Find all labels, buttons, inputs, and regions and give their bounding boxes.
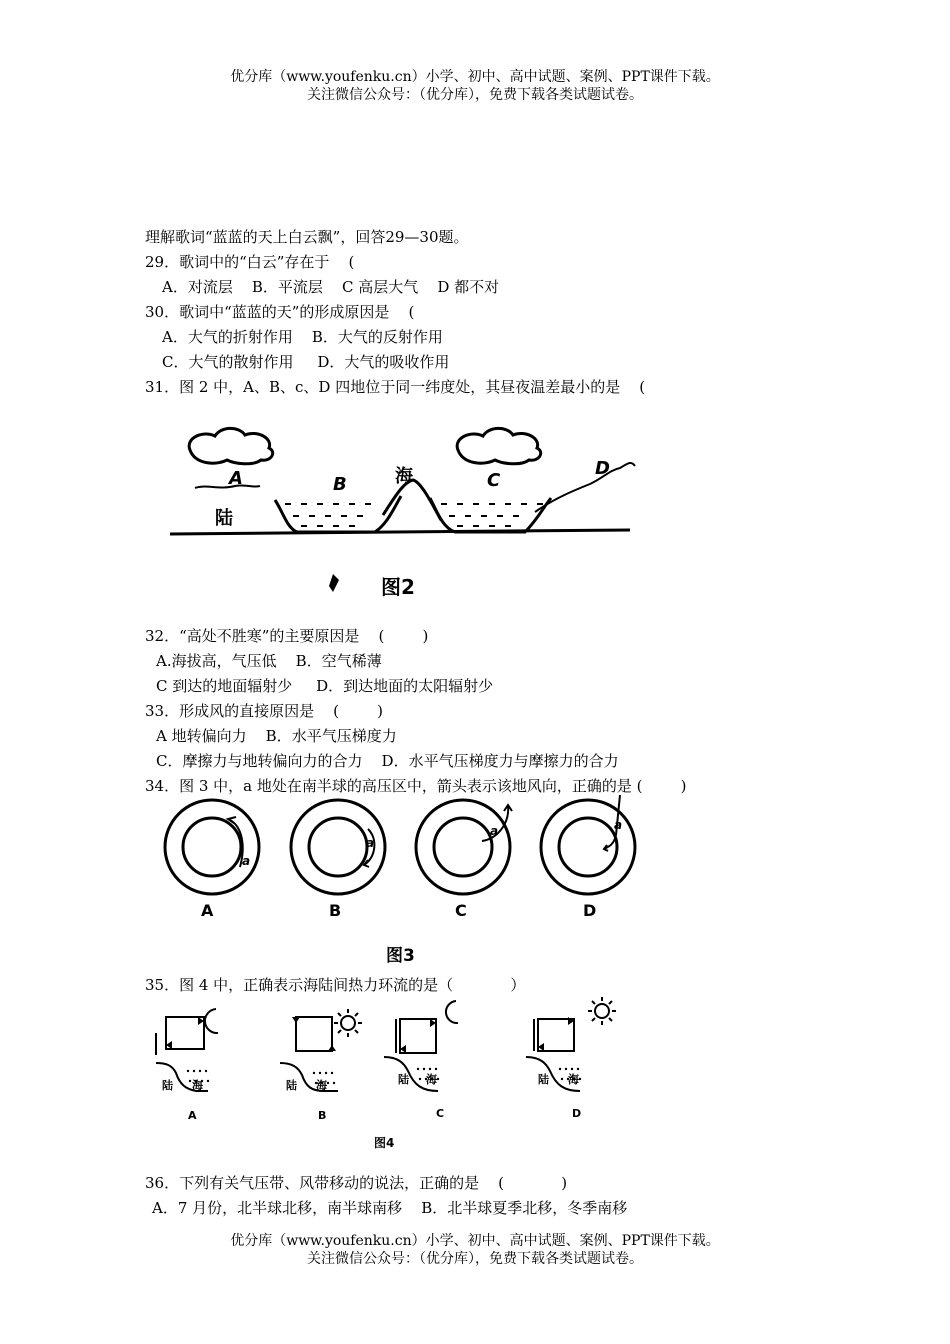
- moon-icon-a: [205, 1009, 218, 1033]
- fig3-label-b: B: [329, 901, 342, 920]
- q30-options-1: A．大气的折射作用 B．大气的反射作用: [162, 328, 443, 346]
- footer-line-1: 优分库（www.youfenku.cn）小学、初中、高中试题、案例、PPT课件下载。: [230, 1233, 720, 1249]
- svg-text:陆: 陆: [538, 1073, 549, 1086]
- fig3-caption: 图3: [386, 946, 415, 966]
- q35-stem: 35．图 4 中，正确表示海陆间热力环流的是（ ）: [145, 976, 526, 994]
- fig4-caption: 图4: [374, 1136, 395, 1150]
- svg-text:a: a: [490, 824, 499, 838]
- q32-options-2: C 到达的地面辐射少 D．到达地面的太阳辐射少: [156, 677, 494, 695]
- figure-3: [150, 795, 650, 970]
- fig4-label-b: B: [318, 1109, 327, 1122]
- q30-stem: 30．歌词中“蓝蓝的天”的形成原因是 (: [145, 303, 415, 321]
- q34-stem: 34．图 3 中，a 地处在南半球的高压区中，箭头表示该地风向，正确的是 ( ): [145, 777, 687, 795]
- q33-stem: 33．形成风的直接原因是 ( ): [145, 702, 384, 720]
- svg-text:海: 海: [316, 1079, 327, 1092]
- moon-icon-c: [446, 1001, 458, 1023]
- svg-text:海: 海: [426, 1073, 437, 1086]
- fig2-caption: 图2: [381, 575, 415, 599]
- q29-stem: 29．歌词中的“白云”存在于 (: [145, 253, 355, 271]
- label-a: A: [229, 468, 243, 489]
- label-b: B: [333, 474, 347, 495]
- label-c: C: [487, 470, 501, 491]
- fig4-label-a: A: [188, 1109, 197, 1122]
- svg-text:陆: 陆: [162, 1079, 173, 1092]
- water-dashes: [285, 504, 543, 526]
- ground-line: [170, 530, 630, 534]
- label-land: 陆: [215, 508, 233, 529]
- fig3-label-d: D: [583, 901, 597, 920]
- header-line-1: 优分库（www.youfenku.cn）小学、初中、高中试题、案例、PPT课件下载。: [230, 69, 720, 85]
- header-line-2: 关注微信公众号：（优分库），免费下载各类试题试卷。: [307, 87, 643, 103]
- q33-options-2: C．摩擦力与地转偏向力的合力 D．水平气压梯度力与摩擦力的合力: [156, 752, 619, 770]
- figure-2: [165, 420, 645, 610]
- footer-line-2: 关注微信公众号：（优分库），免费下载各类试题试卷。: [307, 1251, 643, 1267]
- svg-text:a: a: [614, 818, 623, 832]
- q30-options-2: C．大气的散射作用 D．大气的吸收作用: [162, 353, 450, 371]
- fig4-label-c: C: [436, 1107, 445, 1120]
- figure-4: [148, 995, 628, 1155]
- q31-stem: 31．图 2 中，A、B、c、D 四地位于同一纬度处，其昼夜温差最小的是 (: [145, 378, 646, 396]
- svg-text:陆: 陆: [398, 1073, 409, 1086]
- svg-text:海: 海: [568, 1073, 579, 1086]
- q33-options-1: A 地转偏向力 B．水平气压梯度力: [156, 727, 397, 745]
- fig3-label-c: C: [455, 901, 467, 920]
- label-d: D: [595, 458, 610, 479]
- intro-text: 理解歌词“蓝蓝的天上白云飘”，回答29—30题。: [145, 228, 469, 246]
- q36-options-1: A．7 月份，北半球北移，南半球南移 B．北半球夏季北移，冬季南移: [152, 1199, 628, 1217]
- sun-icon-d: [588, 997, 616, 1025]
- q32-options-1: A.海拔高，气压低 B．空气稀薄: [156, 652, 382, 670]
- svg-text:海: 海: [192, 1079, 203, 1092]
- fig4-label-d: D: [572, 1107, 582, 1120]
- q32-stem: 32．“高处不胜寒”的主要原因是 ( ): [145, 627, 429, 645]
- q29-options: A．对流层 B．平流层 C 高层大气 D 都不对: [162, 278, 500, 296]
- cloud-c-icon: [457, 428, 541, 463]
- fig3-label-a: A: [201, 901, 214, 920]
- label-sea: 海: [395, 466, 413, 487]
- cloud-a-icon: [189, 428, 273, 463]
- svg-text:a: a: [366, 836, 375, 850]
- q36-stem: 36．下列有关气压带、风带移动的说法，正确的是 ( ): [145, 1174, 568, 1192]
- mountain-d: [535, 463, 635, 512]
- svg-text:陆: 陆: [286, 1079, 297, 1092]
- sun-icon-b: [334, 1009, 362, 1037]
- point-a-label: a: [242, 854, 251, 868]
